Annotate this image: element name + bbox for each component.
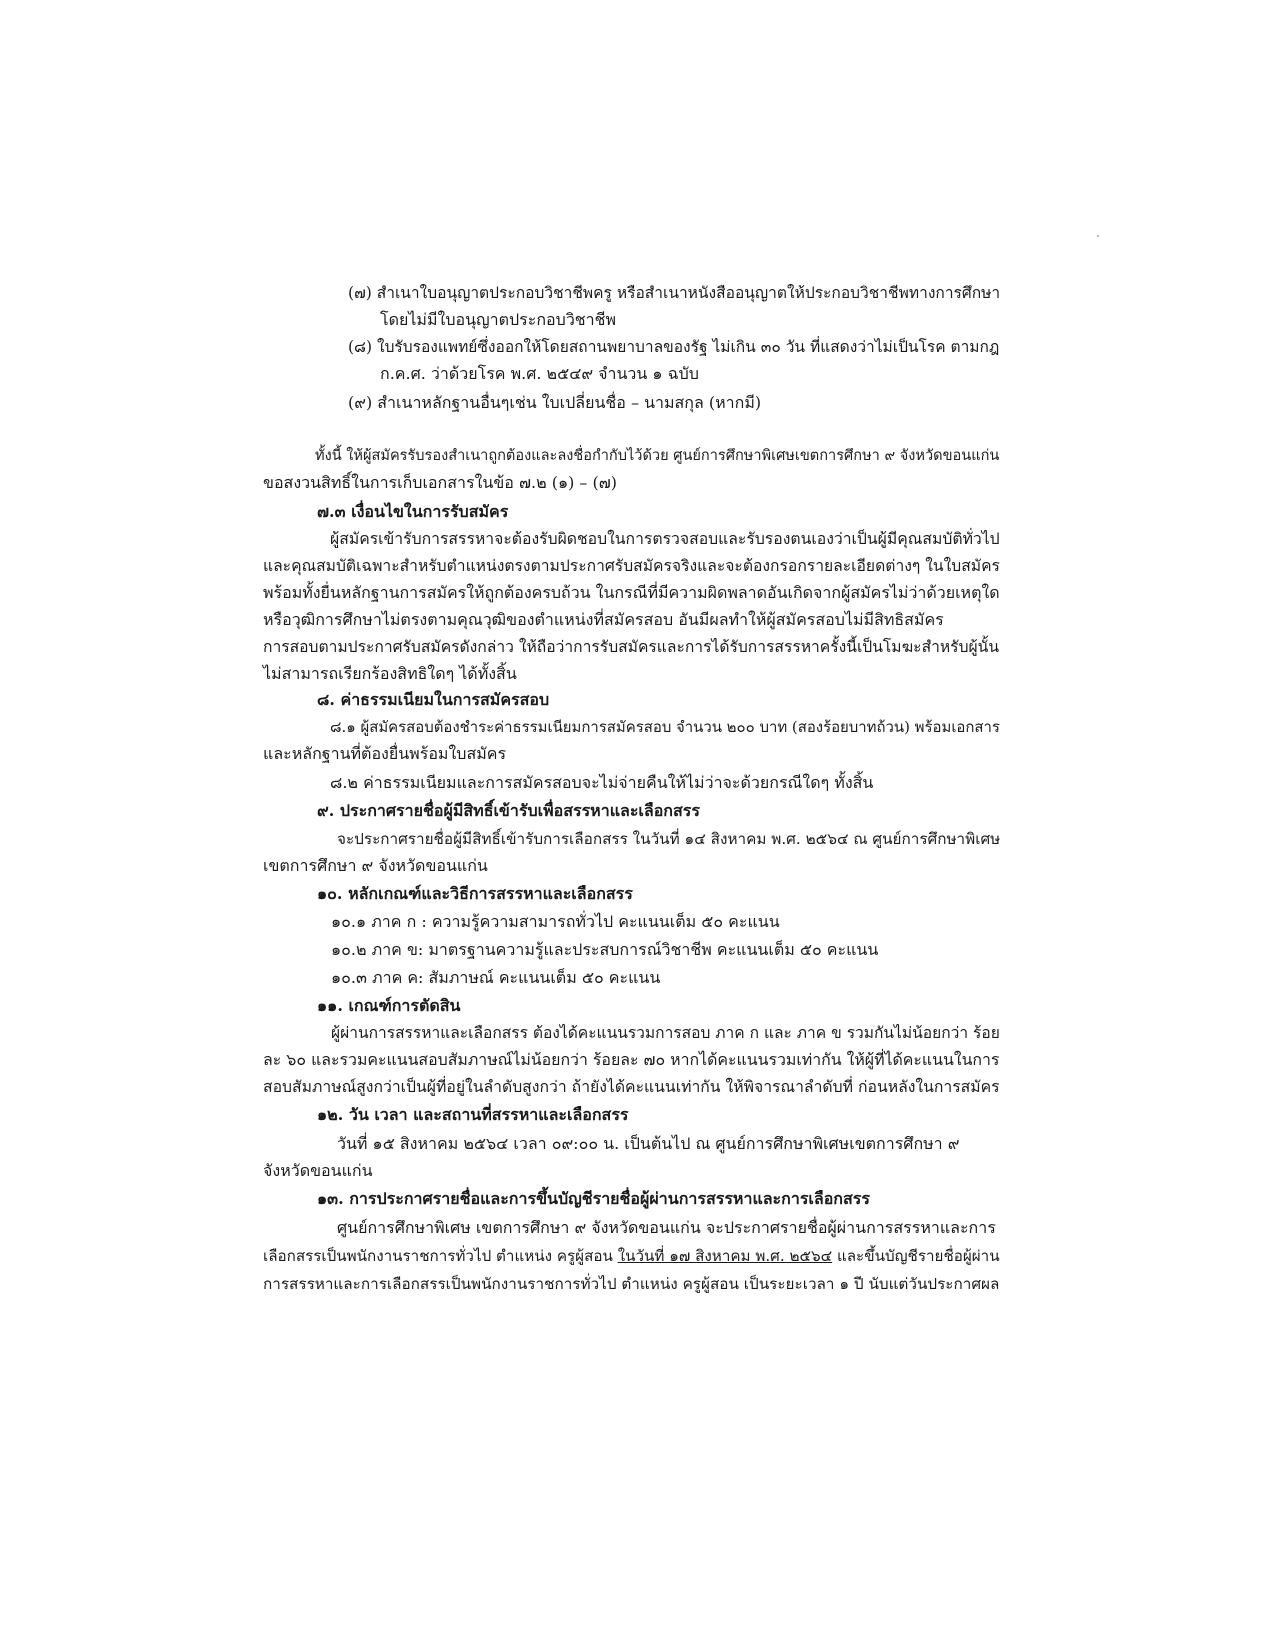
section-8-1-line1: ๘.๑ ผู้สมัครสอบต้องชำระค่าธรรมเนียมการสมัครสอบ จำนวน ๒๐๐ บาท (สองร้อยบาทถ้วน) พร้อมเอกสาร — [330, 718, 1000, 736]
item-7-line2: โดยไม่มีใบอนุญาตประกอบวิชาชีพ — [380, 310, 617, 329]
section-10-3-line: ๑๐.๓ ภาค ค: สัมภาษณ์ คะแนนเต็ม ๕๐ คะแนน — [331, 968, 661, 987]
section-7-3-line3: พร้อมทั้งยื่นหลักฐานการสมัครให้ถูกต้องครบถ้วน ในกรณีที่มีความผิดพลาดอันเกิดจากผู้สมัครไม่ว่าด้วยเหตุใด — [263, 583, 1000, 602]
section-8-1-line2: และหลักฐานที่ต้องยื่นพร้อมใบสมัคร — [263, 744, 507, 763]
section-7-3-line1: ผู้สมัครเข้ารับการสรรหาจะต้องรับผิดชอบในการตรวจสอบและรับรองตนเองว่าเป็นผู้มีคุณสมบัติทั่วไป — [330, 529, 1000, 548]
section-7-3-line2: และคุณสมบัติเฉพาะสำหรับตำแหน่งตรงตามประกาศรับสมัครจริงและจะต้องกรอกรายละเอียดต่างๆ ในใบสมัคร — [263, 556, 1000, 575]
section-12-line2: จังหวัดขอนแก่น — [263, 1161, 373, 1180]
section-13-line2-start: เลือกสรรเป็นพนักงานราชการทั่วไป ตำแหน่ง ครูผู้สอน — [263, 1247, 618, 1265]
scan-speck — [1097, 235, 1099, 237]
section-13-heading: ๑๓. การประกาศรายชื่อและการขึ้นบัญชีรายชื่อผู้ผ่านการสรรหาและการเลือกสรร — [317, 1189, 870, 1208]
section-9-heading: ๙. ประกาศรายชื่อผู้มีสิทธิ์เข้ารับเพื่อสรรหาและเลือกสรร — [317, 801, 700, 820]
section-12-heading: ๑๒. วัน เวลา และสถานที่สรรหาและเลือกสรร — [317, 1105, 629, 1124]
section-7-3-heading: ๗.๓ เงื่อนไขในการรับสมัคร — [317, 502, 509, 521]
announce-date-underlined: ในวันที่ ๑๗ สิงหาคม พ.ศ. ๒๕๖๔ — [617, 1247, 833, 1265]
note-line2: ขอสงวนสิทธิ์ในการเก็บเอกสารในข้อ ๗.๒ (๑) – (๗) — [263, 473, 618, 492]
section-7-3-line5: การสอบตามประกาศรับสมัครดังกล่าว ให้ถือว่าการรับสมัครและการได้รับการสรรหาครั้งนี้เป็นโมฆะสำหรับผู้นั้น — [263, 637, 1000, 656]
item-9-line: (๙) สำเนาหลักฐานอื่นๆเช่น ใบเปลี่ยนชื่อ – นามสกุล (หากมี) — [348, 393, 762, 412]
section-10-heading: ๑๐. หลักเกณฑ์และวิธีการสรรหาและเลือกสรร — [317, 884, 633, 903]
section-13-line1: ศูนย์การศึกษาพิเศษ เขตการศึกษา ๙ จังหวัดขอนแก่น จะประกาศรายชื่อผู้ผ่านการสรรหาและการ — [337, 1218, 996, 1237]
section-13-line3: การสรรหาและการเลือกสรรเป็นพนักงานราชการทั่วไป ตำแหน่ง ครูผู้สอน เป็นระยะเวลา ๑ ปี นับแต่วันประกาศผล — [263, 1275, 1000, 1293]
section-10-1-line: ๑๐.๑ ภาค ก : ความรู้ความสามารถทั่วไป คะแนนเต็ม ๕๐ คะแนน — [331, 912, 780, 931]
section-12-line1: วันที่ ๑๕ สิงหาคม ๒๕๖๔ เวลา ๐๙:๐๐ น. เป็นต้นไป ณ ศูนย์การศึกษาพิเศษเขตการศึกษา ๙ — [337, 1134, 960, 1153]
section-11-line2: ละ ๖๐ และรวมคะแนนสอบสัมภาษณ์ไม่น้อยกว่า ร้อยละ ๗๐ หากได้คะแนนรวมเท่ากัน ให้ผู้ที่ได้คะแนนในการ — [263, 1050, 1000, 1069]
section-8-2-line: ๘.๒ ค่าธรรมเนียมและการสมัครสอบจะไม่จ่ายคืนให้ไม่ว่าจะด้วยกรณีใดๆ ทั้งสิ้น — [330, 773, 874, 792]
section-11-heading: ๑๑. เกณฑ์การตัดสิน — [317, 996, 461, 1015]
item-7-line1: (๗) สำเนาใบอนุญาตประกอบวิชาชีพครู หรือสำเนาหนังสืออนุญาตให้ประกอบวิชาชีพทางการศึกษา — [348, 284, 1001, 302]
section-11-line3: สอบสัมภาษณ์สูงกว่าเป็นผู้ที่อยู่ในลำดับสูงกว่า ถ้ายังได้คะแนนเท่ากัน ให้พิจารณาลำดับที่ ก่อนหลังในการสมัคร — [263, 1077, 1000, 1096]
section-9-line1: จะประกาศรายชื่อผู้มีสิทธิ์เข้ารับการเลือกสรร ในวันที่ ๑๔ สิงหาคม พ.ศ. ๒๕๖๔ ณ ศูนย์การศึกษาพิเศษ — [337, 830, 1001, 848]
section-7-3-line6: ไม่สามารถเรียกร้องสิทธิใดๆ ได้ทั้งสิ้น — [263, 664, 517, 683]
note-line1: ทั้งนี้ ให้ผู้สมัครรับรองสำเนาถูกต้องและลงชื่อกำกับไว้ด้วย ศูนย์การศึกษาพิเศษเขตการศึกษา ๙ จังหวัดขอนแก่น — [315, 447, 1000, 464]
section-10-2-line: ๑๐.๒ ภาค ข: มาตรฐานความรู้และประสบการณ์วิชาชีพ คะแนนเต็ม ๕๐ คะแนน — [331, 940, 879, 959]
section-11-line1: ผู้ผ่านการสรรหาและเลือกสรร ต้องได้คะแนนรวมการสอบ ภาค ก และ ภาค ข รวมกันไม่น้อยกว่า ร้อย — [331, 1024, 1000, 1042]
section-9-line2: เขตการศึกษา ๙ จังหวัดขอนแก่น — [263, 856, 488, 875]
item-8-line1: (๘) ใบรับรองแพทย์ซึ่งออกให้โดยสถานพยาบาลของรัฐ ไม่เกิน ๓๐ วัน ที่แสดงว่าไม่เป็นโรค ตามกฎ — [348, 338, 1000, 356]
section-13-line2-end: และขึ้นบัญชีรายชื่อผู้ผ่าน — [832, 1247, 1000, 1265]
section-13-line2 — [263, 1245, 1000, 1267]
section-7-3-line4: หรือวุฒิการศึกษาไม่ตรงตามคุณวุฒิของตำแหน่งที่สมัครสอบ อันมีผลทำให้ผู้สมัครสอบไม่มีสิทธิสมัคร — [263, 610, 944, 629]
section-8-heading: ๘. ค่าธรรมเนียมในการสมัครสอบ — [317, 690, 550, 709]
item-8-line2: ก.ค.ศ. ว่าด้วยโรค พ.ศ. ๒๕๔๙ จำนวน ๑ ฉบับ — [380, 364, 699, 383]
